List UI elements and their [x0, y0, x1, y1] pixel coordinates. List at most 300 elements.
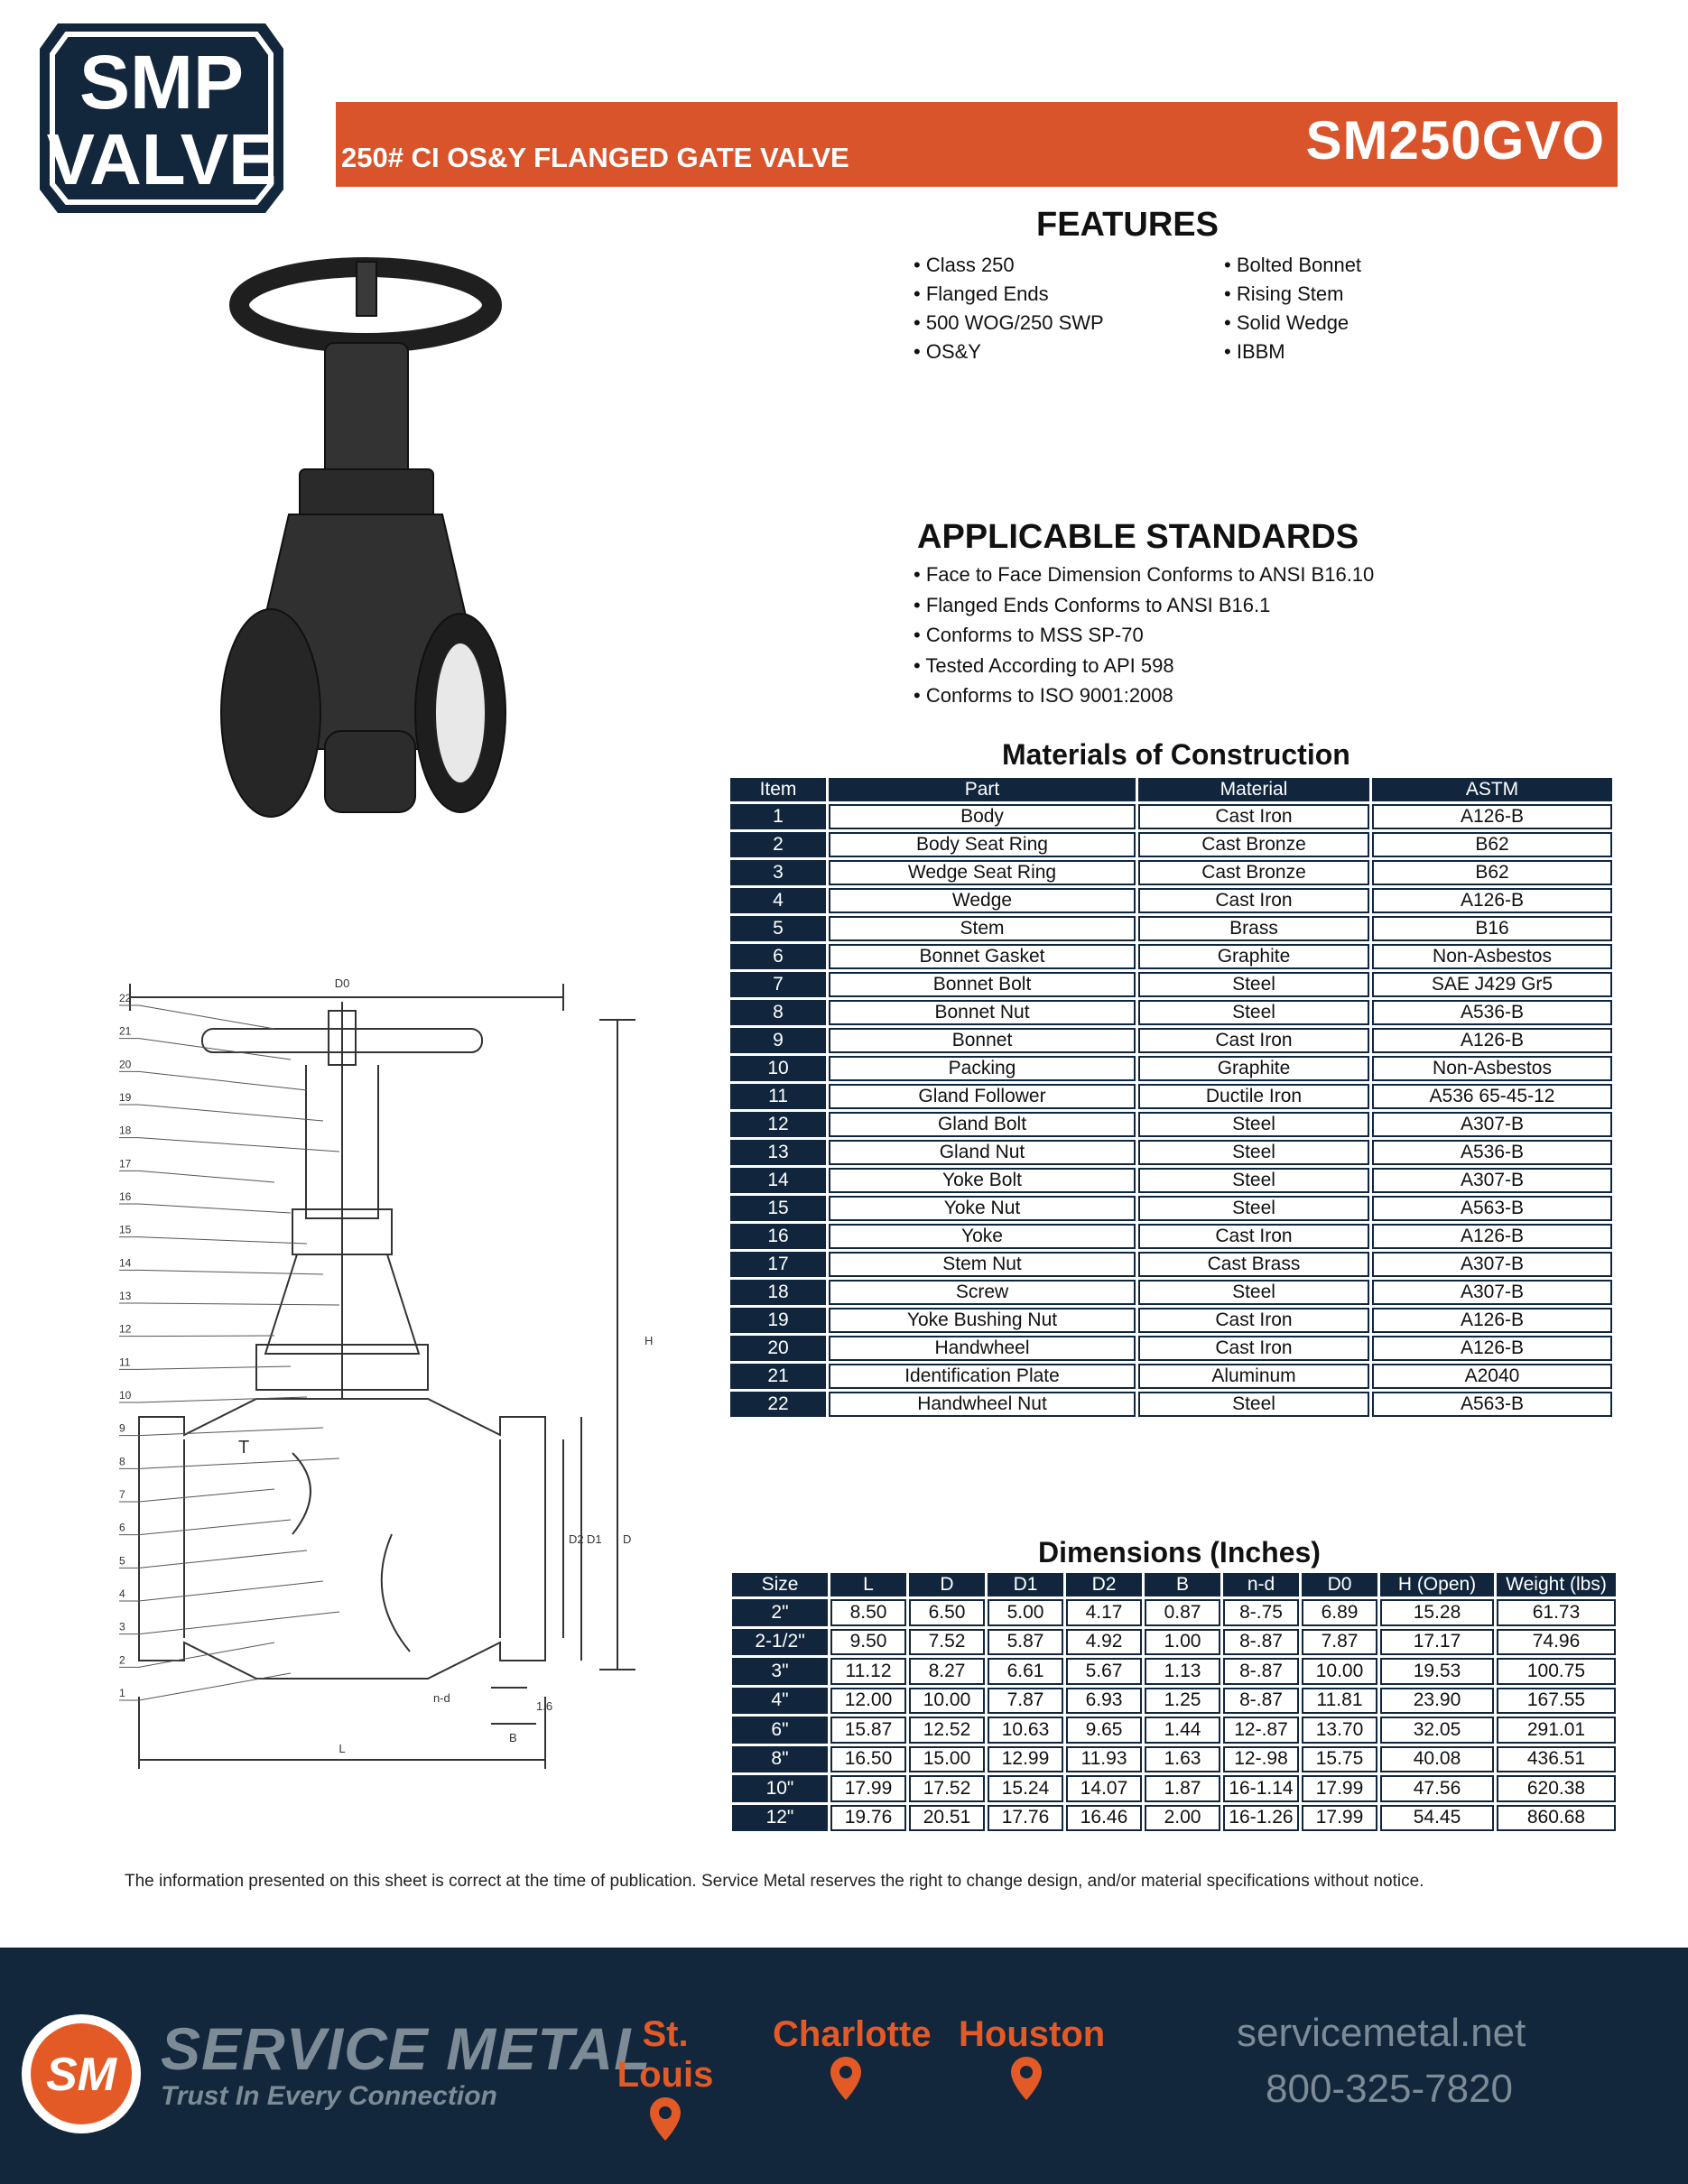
materials-cell: A563-B	[1372, 1196, 1612, 1221]
materials-cell: 9	[730, 1028, 826, 1053]
materials-cell: Yoke	[829, 1224, 1136, 1249]
dimensions-cell: 10.63	[988, 1717, 1063, 1744]
dimensions-header-cell: n-d	[1223, 1573, 1299, 1596]
dimensions-cell: 6.61	[988, 1658, 1063, 1685]
feature-item: • Bolted Bonnet	[1224, 251, 1361, 280]
materials-cell: Body Seat Ring	[829, 832, 1136, 857]
dimensions-cell: 8-.87	[1223, 1688, 1299, 1715]
materials-cell: Handwheel Nut	[829, 1392, 1136, 1417]
dimensions-cell: 12-.87	[1223, 1717, 1299, 1744]
dimensions-title: Dimensions (Inches)	[1038, 1536, 1321, 1569]
website-link[interactable]: servicemetal.net	[1237, 2011, 1526, 2055]
title-bar	[336, 102, 1618, 187]
callout-leader	[139, 1643, 274, 1667]
dimensions-cell: 100.75	[1497, 1658, 1616, 1685]
callout-leader	[139, 1270, 323, 1274]
dimensions-cell: 40.08	[1380, 1746, 1494, 1773]
dimensions-cell: 8"	[732, 1746, 828, 1773]
map-pin-icon	[647, 2096, 683, 2142]
callout-number: 13	[119, 1290, 132, 1302]
callout-number: 11	[119, 1356, 131, 1369]
dimensions-cell: 20.51	[909, 1805, 985, 1832]
materials-cell: 17	[730, 1252, 826, 1277]
dimensions-cell: 7.87	[988, 1688, 1063, 1715]
dimensions-cell: 8-.87	[1223, 1629, 1299, 1656]
callout-leader	[139, 1550, 307, 1568]
materials-cell: Steel	[1138, 1168, 1369, 1193]
materials-cell: 5	[730, 916, 826, 941]
table-row	[730, 1084, 1612, 1109]
dimensions-cell: 436.51	[1497, 1746, 1616, 1773]
dimensions-cell: 2"	[732, 1599, 828, 1626]
materials-cell: Graphite	[1138, 1056, 1369, 1081]
location-st-louis[interactable]	[598, 2014, 733, 2147]
materials-cell: Steel	[1138, 1196, 1369, 1221]
materials-cell: Gland Follower	[829, 1084, 1136, 1109]
callout-leader	[139, 1428, 323, 1436]
callout-number: 15	[119, 1223, 132, 1236]
callout-number: 9	[119, 1421, 125, 1435]
materials-cell: A126-B	[1372, 1224, 1612, 1249]
table-row	[730, 1000, 1612, 1025]
table-row	[730, 1056, 1612, 1081]
dimensions-cell: 0.87	[1145, 1599, 1220, 1626]
callout-leader	[139, 1105, 323, 1121]
table-row	[730, 804, 1612, 829]
dimensions-cell: 291.01	[1497, 1717, 1616, 1744]
dimensions-cell: 19.76	[830, 1805, 906, 1832]
materials-header-cell: Material	[1138, 778, 1369, 801]
dimensions-cell: 6.93	[1066, 1688, 1142, 1715]
materials-cell: 2	[730, 832, 826, 857]
dim-label-nd: n-d	[433, 1691, 450, 1705]
materials-cell: Yoke Bolt	[829, 1168, 1136, 1193]
dimensions-cell: 167.55	[1497, 1688, 1616, 1715]
materials-cell: Cast Iron	[1138, 1308, 1369, 1333]
dimensions-cell: 17.52	[909, 1775, 985, 1802]
materials-cell: Steel	[1138, 972, 1369, 997]
dim-label-b: B	[509, 1731, 517, 1744]
dimensions-cell: 13.70	[1302, 1717, 1377, 1744]
materials-cell: 3	[730, 860, 826, 885]
dim-label-gap: 1.6	[536, 1699, 553, 1713]
materials-cell: B16	[1372, 916, 1612, 941]
dimensions-cell: 47.56	[1380, 1775, 1494, 1802]
callout-leader	[139, 1237, 307, 1244]
materials-cell: A307-B	[1372, 1112, 1612, 1137]
dimensions-cell: 3"	[732, 1658, 828, 1685]
materials-cell: 20	[730, 1336, 826, 1361]
materials-cell: Non-Asbestos	[1372, 944, 1612, 969]
dimensions-cell: 17.99	[830, 1775, 906, 1802]
table-row	[730, 1392, 1612, 1417]
dimensions-cell: 10.00	[1302, 1658, 1377, 1685]
location-houston[interactable]	[959, 2014, 1106, 2106]
callout-leader	[139, 1336, 274, 1337]
materials-cell: Steel	[1138, 1140, 1369, 1165]
dimensions-cell: 4.92	[1066, 1629, 1142, 1656]
dimensions-cell: 17.99	[1302, 1805, 1377, 1832]
dimensions-cell: 12"	[732, 1805, 828, 1832]
materials-cell: Wedge	[829, 888, 1136, 913]
dimensions-cell: 23.90	[1380, 1688, 1494, 1715]
table-row	[732, 1717, 1616, 1744]
dimensions-cell: 620.38	[1497, 1775, 1616, 1802]
dim-label-l: L	[339, 1742, 346, 1755]
map-pin-icon	[1008, 2055, 1044, 2102]
product-code: SM250GVO	[1305, 110, 1605, 171]
dimensions-header-cell: L	[830, 1573, 906, 1596]
location-charlotte[interactable]	[773, 2014, 932, 2106]
dimensions-cell: 6"	[732, 1717, 828, 1744]
dimensions-cell: 6.50	[909, 1599, 985, 1626]
materials-cell: 8	[730, 1000, 826, 1025]
materials-cell: Cast Bronze	[1138, 860, 1369, 885]
materials-cell: B62	[1372, 860, 1612, 885]
table-row	[730, 1196, 1612, 1221]
materials-cell: Gland Nut	[829, 1140, 1136, 1165]
dimensions-header-cell: B	[1145, 1573, 1220, 1596]
materials-cell: 15	[730, 1196, 826, 1221]
table-row	[730, 1224, 1612, 1249]
dimensions-cell: 5.87	[988, 1629, 1063, 1656]
dim-label-h: H	[645, 1334, 654, 1347]
materials-cell: 12	[730, 1112, 826, 1137]
dimensions-cell: 1.00	[1145, 1629, 1220, 1656]
materials-cell: A126-B	[1372, 1336, 1612, 1361]
dimensions-table	[729, 1570, 1618, 1834]
feature-item: • Class 250	[914, 251, 1104, 280]
callout-number: 1	[119, 1687, 125, 1699]
materials-cell: 16	[730, 1224, 826, 1249]
materials-cell: A126-B	[1372, 804, 1612, 829]
materials-header-cell: Item	[730, 778, 826, 801]
features-col2	[1224, 251, 1361, 366]
callout-number: 8	[119, 1455, 125, 1468]
city-label: St. Louis	[617, 2014, 714, 2095]
features-col1	[914, 251, 1104, 366]
materials-cell: Bonnet Gasket	[829, 944, 1136, 969]
callout-leader	[139, 1204, 291, 1213]
table-row	[732, 1746, 1616, 1773]
dimensions-cell: 1.87	[1145, 1775, 1220, 1802]
dimensions-cell: 11.93	[1066, 1746, 1142, 1773]
dimensions-cell: 6.89	[1302, 1599, 1377, 1626]
dim-label-d0: D0	[334, 976, 350, 990]
materials-cell: Steel	[1138, 1112, 1369, 1137]
materials-cell: Steel	[1138, 1000, 1369, 1025]
materials-cell: Handwheel	[829, 1336, 1136, 1361]
dimensions-header-cell: D1	[988, 1573, 1063, 1596]
table-row	[732, 1658, 1616, 1685]
dimensions-cell: 2-1/2"	[732, 1629, 828, 1656]
table-row	[730, 1112, 1612, 1137]
materials-cell: A126-B	[1372, 888, 1612, 913]
materials-cell: A563-B	[1372, 1392, 1612, 1417]
service-metal-logo	[18, 2011, 144, 2137]
callout-number: 21	[119, 1024, 132, 1038]
dimensions-cell: 9.65	[1066, 1717, 1142, 1744]
dimensions-cell: 32.05	[1380, 1717, 1494, 1744]
materials-header-cell: ASTM	[1372, 778, 1612, 801]
callout-leader	[139, 1489, 274, 1502]
dimensions-cell: 16-1.26	[1223, 1805, 1299, 1832]
dimensions-cell: 860.68	[1497, 1805, 1616, 1832]
materials-cell: Identification Plate	[829, 1364, 1136, 1389]
dimensions-cell: 4.17	[1066, 1599, 1142, 1626]
materials-cell: Cast Iron	[1138, 1336, 1369, 1361]
dimensions-cell: 8-.87	[1223, 1658, 1299, 1685]
materials-cell: B62	[1372, 832, 1612, 857]
callout-number: 4	[119, 1587, 125, 1600]
phone-number[interactable]: 800-325-7820	[1266, 2067, 1514, 2111]
callout-number: 7	[119, 1488, 125, 1501]
dimensions-cell: 61.73	[1497, 1599, 1616, 1626]
callout-leader	[139, 1138, 339, 1152]
materials-header-cell: Part	[829, 778, 1136, 801]
materials-title: Materials of Construction	[1002, 738, 1350, 771]
dimensions-cell: 14.07	[1066, 1775, 1142, 1802]
dim-label-d2: D2	[569, 1532, 584, 1546]
product-name: 250# CI OS&Y FLANGED GATE VALVE	[341, 142, 849, 173]
table-row	[732, 1805, 1616, 1832]
technical-drawing	[112, 948, 672, 1787]
dimensions-cell: 5.00	[988, 1599, 1063, 1626]
materials-cell: Bonnet Bolt	[829, 972, 1136, 997]
materials-cell: 6	[730, 944, 826, 969]
materials-cell: A536-B	[1372, 1000, 1612, 1025]
materials-cell: SAE J429 Gr5	[1372, 972, 1612, 997]
materials-cell: A126-B	[1372, 1028, 1612, 1053]
materials-cell: 14	[730, 1168, 826, 1193]
table-row	[730, 860, 1612, 885]
dimensions-cell: 8.50	[830, 1599, 906, 1626]
dimensions-cell: 15.24	[988, 1775, 1063, 1802]
dimensions-cell: 12.99	[988, 1746, 1063, 1773]
feature-item: • 500 WOG/250 SWP	[914, 309, 1104, 338]
dimensions-header-cell: Weight (lbs)	[1497, 1573, 1616, 1596]
standard-item: • Face to Face Dimension Conforms to ANSI B16.10	[914, 560, 1374, 590]
callout-number: 16	[119, 1190, 132, 1203]
materials-cell: Bonnet	[829, 1028, 1136, 1053]
callout-number: 6	[119, 1521, 125, 1534]
materials-cell: 19	[730, 1308, 826, 1333]
feature-item: • Solid Wedge	[1224, 309, 1361, 338]
materials-cell: Stem	[829, 916, 1136, 941]
callout-number: 18	[119, 1124, 132, 1137]
materials-cell: Yoke Bushing Nut	[829, 1308, 1136, 1333]
dimensions-cell: 1.25	[1145, 1688, 1220, 1715]
standard-item: • Flanged Ends Conforms to ANSI B16.1	[914, 590, 1374, 621]
dimensions-cell: 9.50	[830, 1629, 906, 1656]
dimensions-cell: 15.75	[1302, 1746, 1377, 1773]
callout-number: 5	[119, 1554, 125, 1568]
dimensions-cell: 12.00	[830, 1688, 906, 1715]
dimensions-cell: 1.44	[1145, 1717, 1220, 1744]
standards-title: APPLICABLE STANDARDS	[917, 518, 1359, 556]
table-row	[730, 1336, 1612, 1361]
materials-cell: A536 65-45-12	[1372, 1084, 1612, 1109]
materials-cell: Non-Asbestos	[1372, 1056, 1612, 1081]
dimensions-cell: 8-.75	[1223, 1599, 1299, 1626]
feature-item: • OS&Y	[914, 338, 1104, 366]
brand-name: SERVICE METAL	[161, 2015, 652, 2082]
disclaimer: The information presented on this sheet is correct at the time of publication. Service Metal reserves the right to change design, and/or material specifications without notice.	[125, 1872, 1424, 1891]
materials-cell: Screw	[829, 1280, 1136, 1305]
materials-cell: Cast Iron	[1138, 888, 1369, 913]
dimensions-cell: 10"	[732, 1775, 828, 1802]
callout-number: 12	[119, 1322, 132, 1336]
standard-item: • Conforms to ISO 9001:2008	[914, 680, 1374, 711]
dimensions-cell: 17.17	[1380, 1629, 1494, 1656]
materials-cell: A307-B	[1372, 1280, 1612, 1305]
materials-cell: Packing	[829, 1056, 1136, 1081]
feature-item: • IBBM	[1224, 338, 1361, 366]
dimensions-cell: 1.13	[1145, 1658, 1220, 1685]
callout-number: 17	[119, 1157, 132, 1171]
footer-logo-text: SM	[46, 2049, 116, 2101]
materials-cell: 21	[730, 1364, 826, 1389]
dimensions-cell: 17.76	[988, 1805, 1063, 1832]
materials-cell: 10	[730, 1056, 826, 1081]
map-pin-icon	[828, 2055, 864, 2102]
dimensions-cell: 15.87	[830, 1717, 906, 1744]
materials-cell: Stem Nut	[829, 1252, 1136, 1277]
dim-label-d1: D1	[587, 1532, 602, 1546]
features-title: FEATURES	[1036, 206, 1219, 244]
callout-leader	[139, 1458, 339, 1468]
feature-item: • Rising Stem	[1224, 280, 1361, 309]
callout-leader	[139, 1612, 339, 1634]
callout-leader	[139, 1581, 323, 1601]
materials-cell: Aluminum	[1138, 1364, 1369, 1389]
materials-cell: Bonnet Nut	[829, 1000, 1136, 1025]
materials-cell: Cast Iron	[1138, 804, 1369, 829]
table-row	[730, 916, 1612, 941]
table-row	[732, 1629, 1616, 1656]
dimensions-cell: 12-.98	[1223, 1746, 1299, 1773]
materials-cell: Gland Bolt	[829, 1112, 1136, 1137]
valve-photo	[217, 244, 515, 857]
materials-cell: 13	[730, 1140, 826, 1165]
dimensions-cell: 1.63	[1145, 1746, 1220, 1773]
table-row	[730, 832, 1612, 857]
materials-cell: Steel	[1138, 1392, 1369, 1417]
materials-cell: Yoke Nut	[829, 1196, 1136, 1221]
callout-leader	[139, 1303, 339, 1305]
dimensions-header-cell: H (Open)	[1380, 1573, 1494, 1596]
dimensions-cell: 15.00	[909, 1746, 985, 1773]
city-label: Houston	[959, 2014, 1106, 2054]
standards-list	[914, 560, 1374, 711]
materials-cell: 18	[730, 1280, 826, 1305]
callout-number: 14	[119, 1256, 132, 1270]
materials-cell: Cast Bronze	[1138, 832, 1369, 857]
materials-cell: 4	[730, 888, 826, 913]
dimensions-cell: 11.12	[830, 1658, 906, 1685]
dimensions-cell: 19.53	[1380, 1658, 1494, 1685]
callout-leader	[139, 1366, 291, 1369]
smp-valve-logo	[31, 13, 292, 222]
dimensions-cell: 10.00	[909, 1688, 985, 1715]
materials-cell: 22	[730, 1392, 826, 1417]
table-row	[730, 1280, 1612, 1305]
materials-cell: Ductile Iron	[1138, 1084, 1369, 1109]
callout-number: 22	[119, 992, 132, 1004]
table-row	[730, 972, 1612, 997]
dimensions-header-cell: Size	[732, 1573, 828, 1596]
dimensions-cell: 15.28	[1380, 1599, 1494, 1626]
callout-number: 3	[119, 1620, 125, 1633]
dimensions-cell: 12.52	[909, 1717, 985, 1744]
dimensions-cell: 7.87	[1302, 1629, 1377, 1656]
materials-cell: Wedge Seat Ring	[829, 860, 1136, 885]
materials-cell: 1	[730, 804, 826, 829]
materials-cell: Body	[829, 804, 1136, 829]
materials-cell: Brass	[1138, 916, 1369, 941]
standard-item: • Conforms to MSS SP-70	[914, 620, 1374, 651]
table-row	[732, 1688, 1616, 1715]
materials-cell: Cast Iron	[1138, 1224, 1369, 1249]
dimensions-header-cell: D	[909, 1573, 985, 1596]
table-row	[730, 888, 1612, 913]
dimensions-cell: 8.27	[909, 1658, 985, 1685]
dim-label-d: D	[623, 1532, 632, 1546]
table-row	[730, 944, 1612, 969]
dimensions-cell: 74.96	[1497, 1629, 1616, 1656]
dimensions-cell: 16-1.14	[1223, 1775, 1299, 1802]
callout-leader	[139, 1673, 291, 1700]
standard-item: • Tested According to API 598	[914, 651, 1374, 681]
feature-item: • Flanged Ends	[914, 280, 1104, 309]
brand-tagline: Trust In Every Connection	[161, 2081, 497, 2111]
dimensions-cell: 7.52	[909, 1629, 985, 1656]
table-row	[730, 1168, 1612, 1193]
dimensions-header-cell: D2	[1066, 1573, 1142, 1596]
table-row	[730, 1140, 1612, 1165]
table-row	[732, 1599, 1616, 1626]
materials-cell: Cast Brass	[1138, 1252, 1369, 1277]
materials-cell: 11	[730, 1084, 826, 1109]
table-row	[730, 1308, 1612, 1333]
dimensions-cell: 2.00	[1145, 1805, 1220, 1832]
dimensions-cell: 54.45	[1380, 1805, 1494, 1832]
materials-cell: Graphite	[1138, 944, 1369, 969]
table-row	[730, 1028, 1612, 1053]
callout-number: 20	[119, 1058, 132, 1071]
callout-leader	[139, 1171, 274, 1182]
callout-number: 10	[119, 1389, 132, 1402]
table-row	[730, 1364, 1612, 1389]
callout-leader	[139, 1039, 291, 1060]
dimensions-cell: 17.99	[1302, 1775, 1377, 1802]
materials-cell: A126-B	[1372, 1308, 1612, 1333]
dim-label-t: T	[238, 1438, 250, 1458]
dimensions-cell: 4"	[732, 1688, 828, 1715]
callout-number: 2	[119, 1653, 125, 1667]
materials-cell: Cast Iron	[1138, 1028, 1369, 1053]
materials-cell: A2040	[1372, 1364, 1612, 1389]
dimensions-header-cell: D0	[1302, 1573, 1377, 1596]
table-row	[730, 1252, 1612, 1277]
dimensions-cell: 11.81	[1302, 1688, 1377, 1715]
materials-cell: A307-B	[1372, 1252, 1612, 1277]
materials-cell: Steel	[1138, 1280, 1369, 1305]
materials-table	[728, 775, 1615, 1420]
dimensions-cell: 16.50	[830, 1746, 906, 1773]
materials-cell: 7	[730, 972, 826, 997]
dimensions-cell: 16.46	[1066, 1805, 1142, 1832]
